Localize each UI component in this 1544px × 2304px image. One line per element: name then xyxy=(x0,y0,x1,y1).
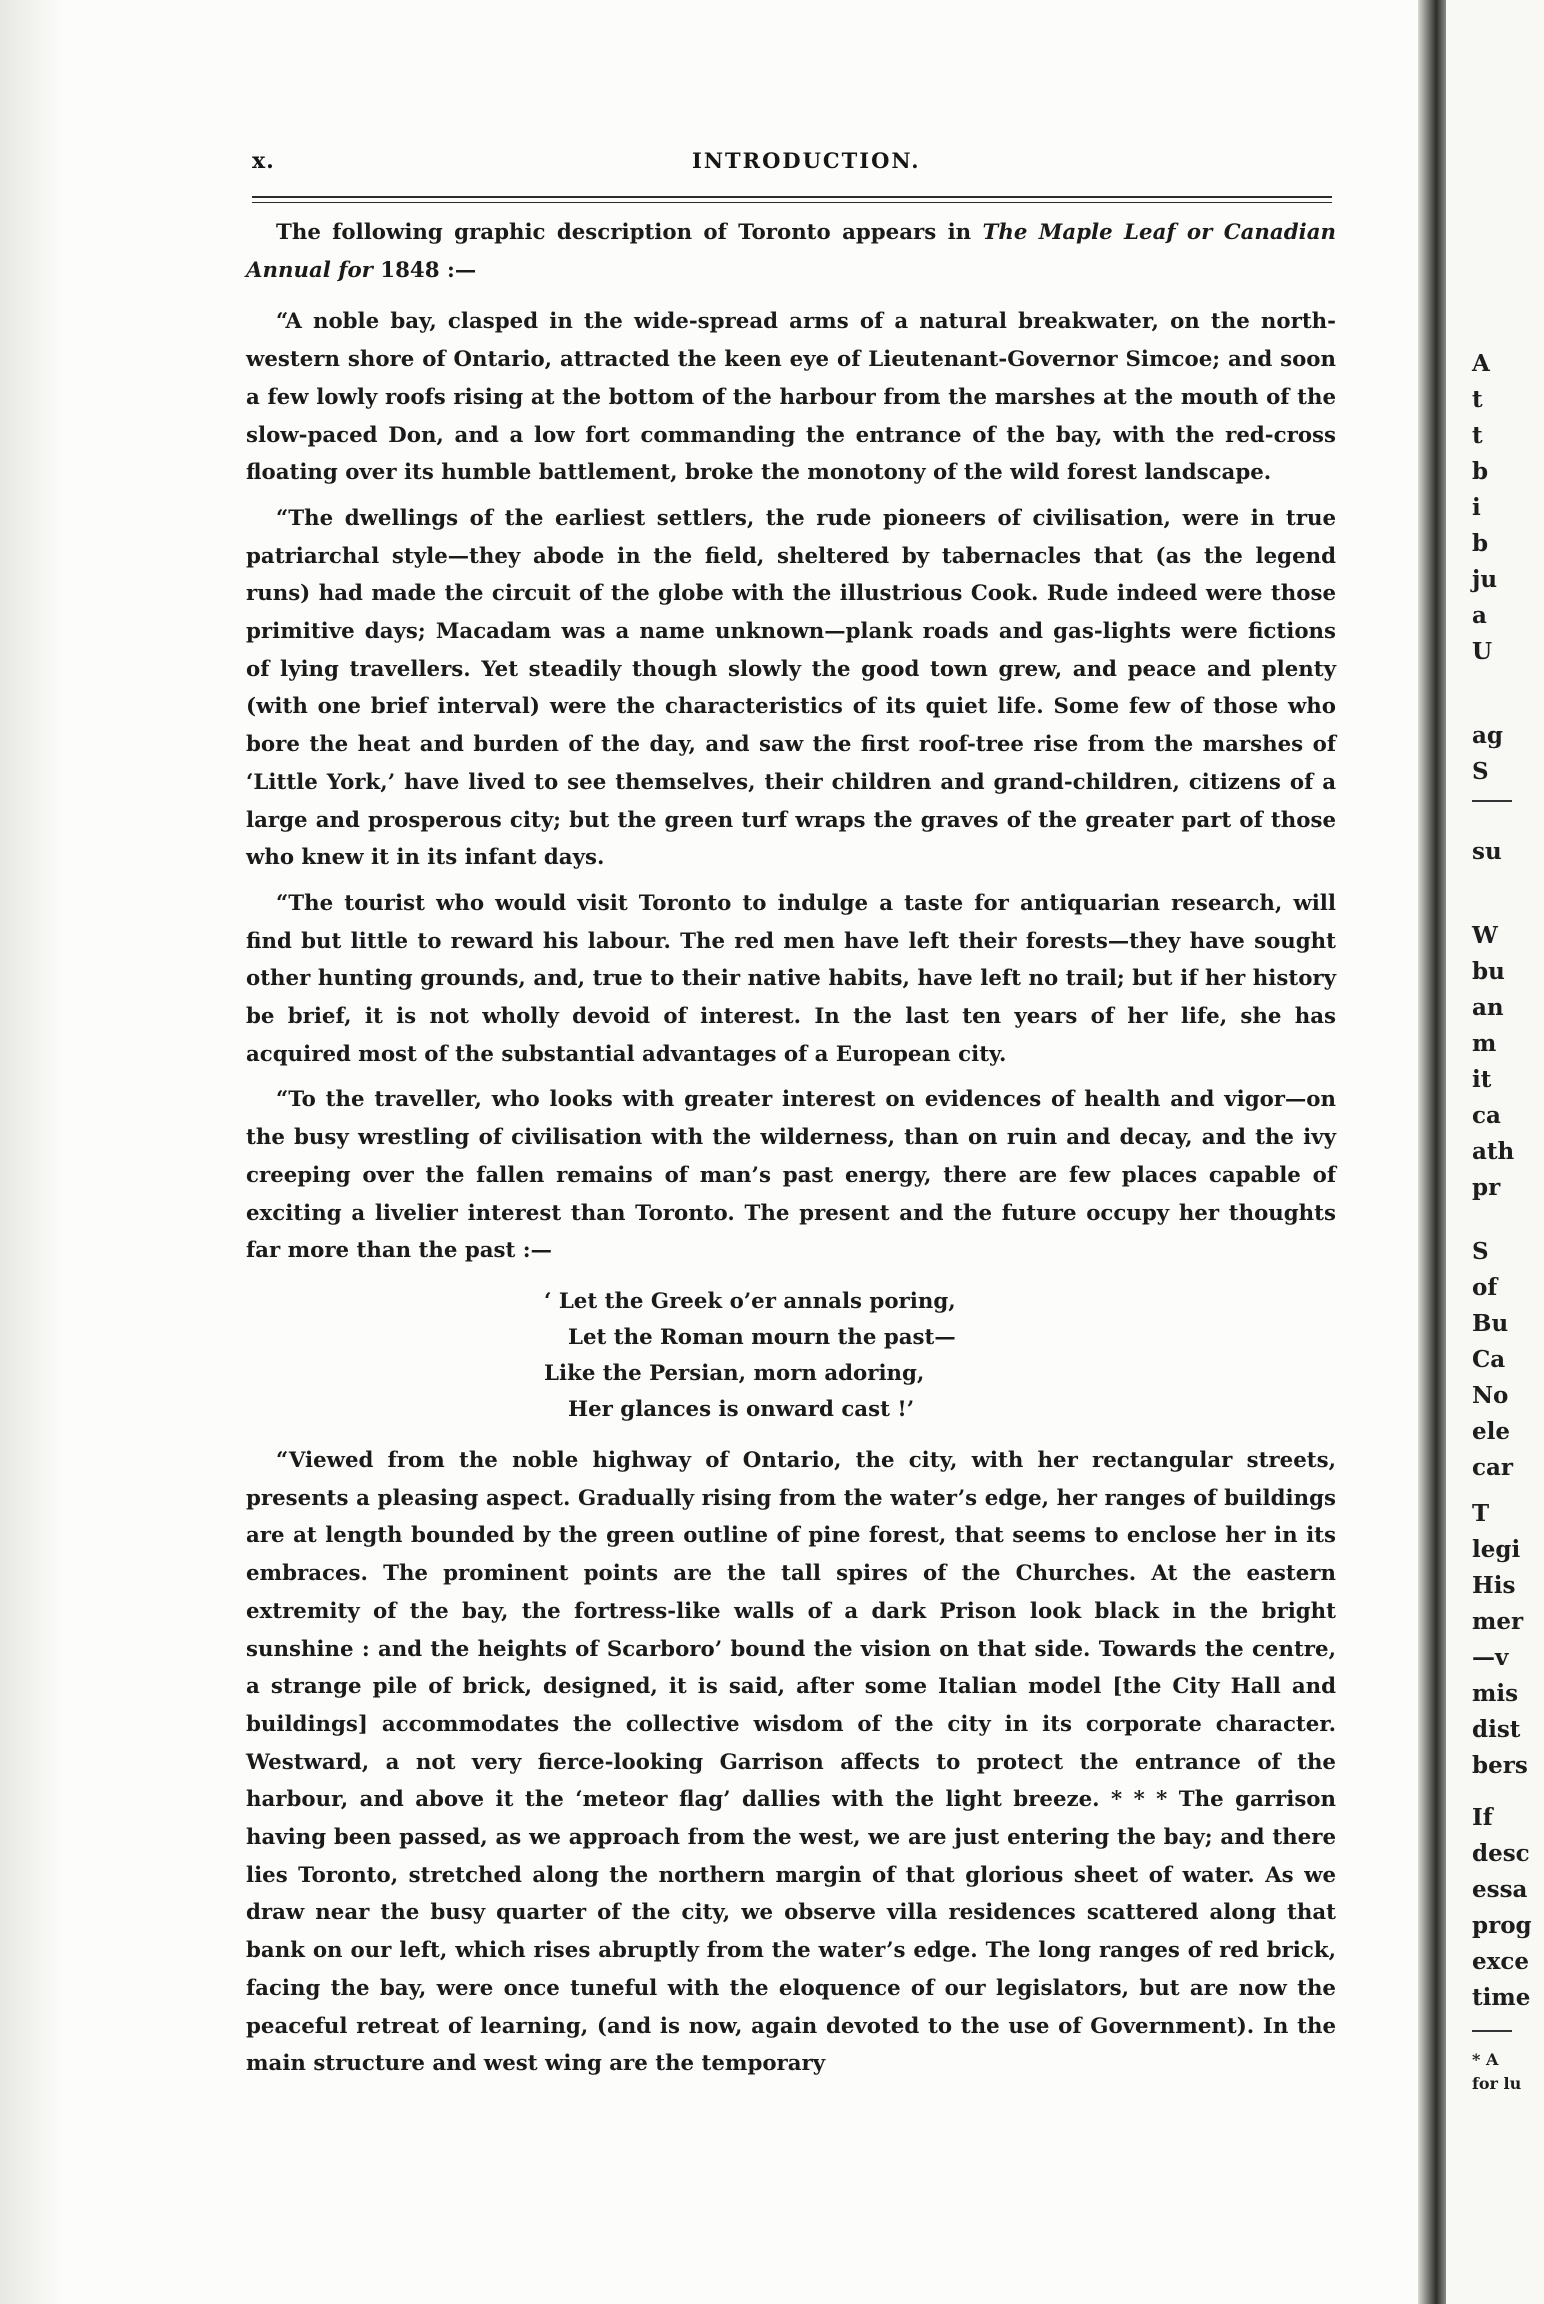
facing-page-fragment: Bu xyxy=(1472,1310,1509,1337)
verse-line: Like the Persian, morn adoring, xyxy=(544,1360,925,1386)
body-text xyxy=(246,214,1336,2091)
paragraph: “Viewed from the noble highway of Ontario, the city, with her rectangular streets, presents a pleasing aspect. Gradually rising from the water’s edge, her ranges of buildings are at length bounded by the green outline of pine forest, that seems to enclose her in its embraces. The prominent points are the tall spires of the Churches. At the eastern extremity of the bay, the fortress-like walls of a dark Prison look black in the bright sunshine : and the heights of Scarboro’ bound the vision on that side. Towards the centre, a strange pile of brick, designed, it is said, after some Italian model [the City Hall and buildings] accommodates the collective wisdom of the city in its corporate character. Westward, a not very fierce-looking Garrison affects to protect the entrance of the harbour, and above it the ‘meteor flag’ dallies with the light breeze. * * * The garrison having been passed, as we approach from the west, we are just entering the bay; and there lies Toronto, stretched along the northern margin of that glorious sheet of water. As we draw near the busy quarter of the city, we observe villa residences scattered along that bank on our left, which rises abruptly from the water’s edge. The long ranges of red brick, facing the bay, were once tuneful with the eloquence of our legislators, but are now the peaceful retreat of learning, (and is now, again devoted to the use of Government). In the main structure and west wing are the temporary xyxy=(246,1447,1336,2077)
facing-page-fragment: S xyxy=(1472,758,1489,785)
page-header xyxy=(252,148,1332,182)
page-left-edge xyxy=(0,0,60,2304)
facing-page-edge xyxy=(1446,0,1544,2304)
facing-page-fragment: car xyxy=(1472,1454,1514,1481)
page-number: x. xyxy=(252,148,275,174)
book-gutter xyxy=(1418,0,1446,2304)
facing-page-fragment: a xyxy=(1472,602,1487,629)
facing-page-fragment: i xyxy=(1472,494,1481,521)
facing-page-fragment: dist xyxy=(1472,1716,1521,1743)
facing-page-fragment: ag xyxy=(1472,722,1503,749)
facing-page-fragment: bers xyxy=(1472,1752,1528,1779)
facing-page-fragment: No xyxy=(1472,1382,1509,1409)
facing-page-fragment: —v xyxy=(1472,1644,1509,1671)
facing-page-fragment: b xyxy=(1472,530,1489,557)
intro-year: 1848 :— xyxy=(372,257,477,283)
facing-page-fragment: exce xyxy=(1472,1948,1529,1975)
facing-page-fragment: ele xyxy=(1472,1418,1511,1445)
verse-line: ‘ Let the Greek o’er annals poring, xyxy=(544,1288,956,1314)
facing-page-fragment: it xyxy=(1472,1066,1492,1093)
facing-page-fragment: essa xyxy=(1472,1876,1528,1903)
verse-line: Let the Roman mourn the past— xyxy=(568,1324,956,1350)
facing-page-fragment: His xyxy=(1472,1572,1516,1599)
facing-page-fragment: b xyxy=(1472,458,1489,485)
facing-page-fragment: prog xyxy=(1472,1912,1532,1939)
facing-page-fragment: bu xyxy=(1472,958,1505,985)
paragraph: “The dwellings of the earliest settlers, the rude pioneers of civilisation, were in true patriarchal style—they abode in the field, sheltered by tabernacles that (as the legend runs) had made the circuit of the globe with the illustrious Cook. Rude indeed were those primitive days; Macadam was a name unknown—plank roads and gas-lights were fictions of lying travellers. Yet steadily though slowly the good town grew, and peace and plenty (with one brief interval) were the characteristics of its quiet life. Some few of those who bore the heat and burden of the day, and saw the first roof-tree rise from the marshes of ‘Little York,’ have lived to see themselves, their children and grand-children, citizens of a large and prosperous city; but the green turf wraps the graves of the greater part of those who knew it in its infant days. xyxy=(246,505,1336,871)
facing-page-fragment: T xyxy=(1472,1500,1490,1527)
facing-page-fragment: t xyxy=(1472,386,1483,413)
facing-page-rule xyxy=(1472,800,1512,802)
facing-page-fragment: of xyxy=(1472,1274,1498,1301)
facing-page-fragment: an xyxy=(1472,994,1504,1021)
paragraph: “A noble bay, clasped in the wide-spread arms of a natural breakwater, on the north-western shore of Ontario, attracted the keen eye of Lieutenant-Governor Simcoe; and soon a few lowly roofs rising at the bottom of the harbour from the marshes at the mouth of the slow-paced Don, and a low fort commanding the entrance of the bay, with the red-cross floating over its humble battlement, broke the monotony of the wild forest landscape. xyxy=(246,309,1336,486)
source-or: or xyxy=(1175,220,1224,245)
verse-line: Her glances is onward cast !’ xyxy=(568,1396,915,1422)
facing-page-fragment: ath xyxy=(1472,1138,1515,1165)
verse-quotation xyxy=(246,1284,1336,1428)
facing-page-fragment: W xyxy=(1472,922,1498,949)
facing-page-fragment: If xyxy=(1472,1804,1493,1831)
source-title: The Maple Leaf xyxy=(982,220,1176,245)
facing-page-fragment: desc xyxy=(1472,1840,1530,1867)
facing-page-rule xyxy=(1472,2030,1512,2032)
facing-page-fragment: U xyxy=(1472,638,1493,665)
facing-page-fragment: ju xyxy=(1472,566,1498,593)
intro-paragraph xyxy=(246,214,1336,289)
facing-page-fragment: m xyxy=(1472,1030,1497,1057)
facing-page-fragment: * A xyxy=(1472,2050,1499,2069)
facing-page-fragment: pr xyxy=(1472,1174,1501,1201)
facing-page-fragment: mis xyxy=(1472,1680,1519,1707)
running-head: INTRODUCTION. xyxy=(692,148,921,173)
intro-text: The following graphic description of Toronto appears in xyxy=(276,220,983,245)
header-rule-thick xyxy=(252,196,1332,198)
facing-page-fragment: legi xyxy=(1472,1536,1521,1563)
facing-page-fragment: t xyxy=(1472,422,1483,449)
paragraph: “The tourist who would visit Toronto to indulge a taste for antiquarian research, will find but little to reward his labour. The red men have left their forests—they have sought other hunting grounds, and, true to their native habits, have left no trail; but if her history be brief, it is not wholly devoid of interest. In the last ten years of her life, she has acquired most of the substantial advantages of a European city. xyxy=(246,890,1336,1067)
facing-page-fragment: Ca xyxy=(1472,1346,1506,1373)
facing-page-fragment: A xyxy=(1472,350,1490,377)
facing-page-fragment: for lu xyxy=(1472,2074,1522,2093)
facing-page-fragment: ca xyxy=(1472,1102,1501,1129)
facing-page-fragment: mer xyxy=(1472,1608,1524,1635)
facing-page-fragment: time xyxy=(1472,1984,1531,2011)
source-subtitle: Canadian Annual for xyxy=(246,220,1336,283)
header-rule-thin xyxy=(252,202,1332,203)
paragraph: “To the traveller, who looks with greater interest on evidences of health and vigor—on the busy wrestling of civilisation with the wilderness, than on ruin and decay, and the ivy creeping over the fallen remains of man’s past energy, there are few places capable of exciting a livelier interest than Toronto. The present and the future occupy her thoughts far more than the past :— xyxy=(246,1087,1336,1264)
facing-page-fragment: su xyxy=(1472,838,1502,865)
facing-page-fragment: S xyxy=(1472,1238,1489,1265)
